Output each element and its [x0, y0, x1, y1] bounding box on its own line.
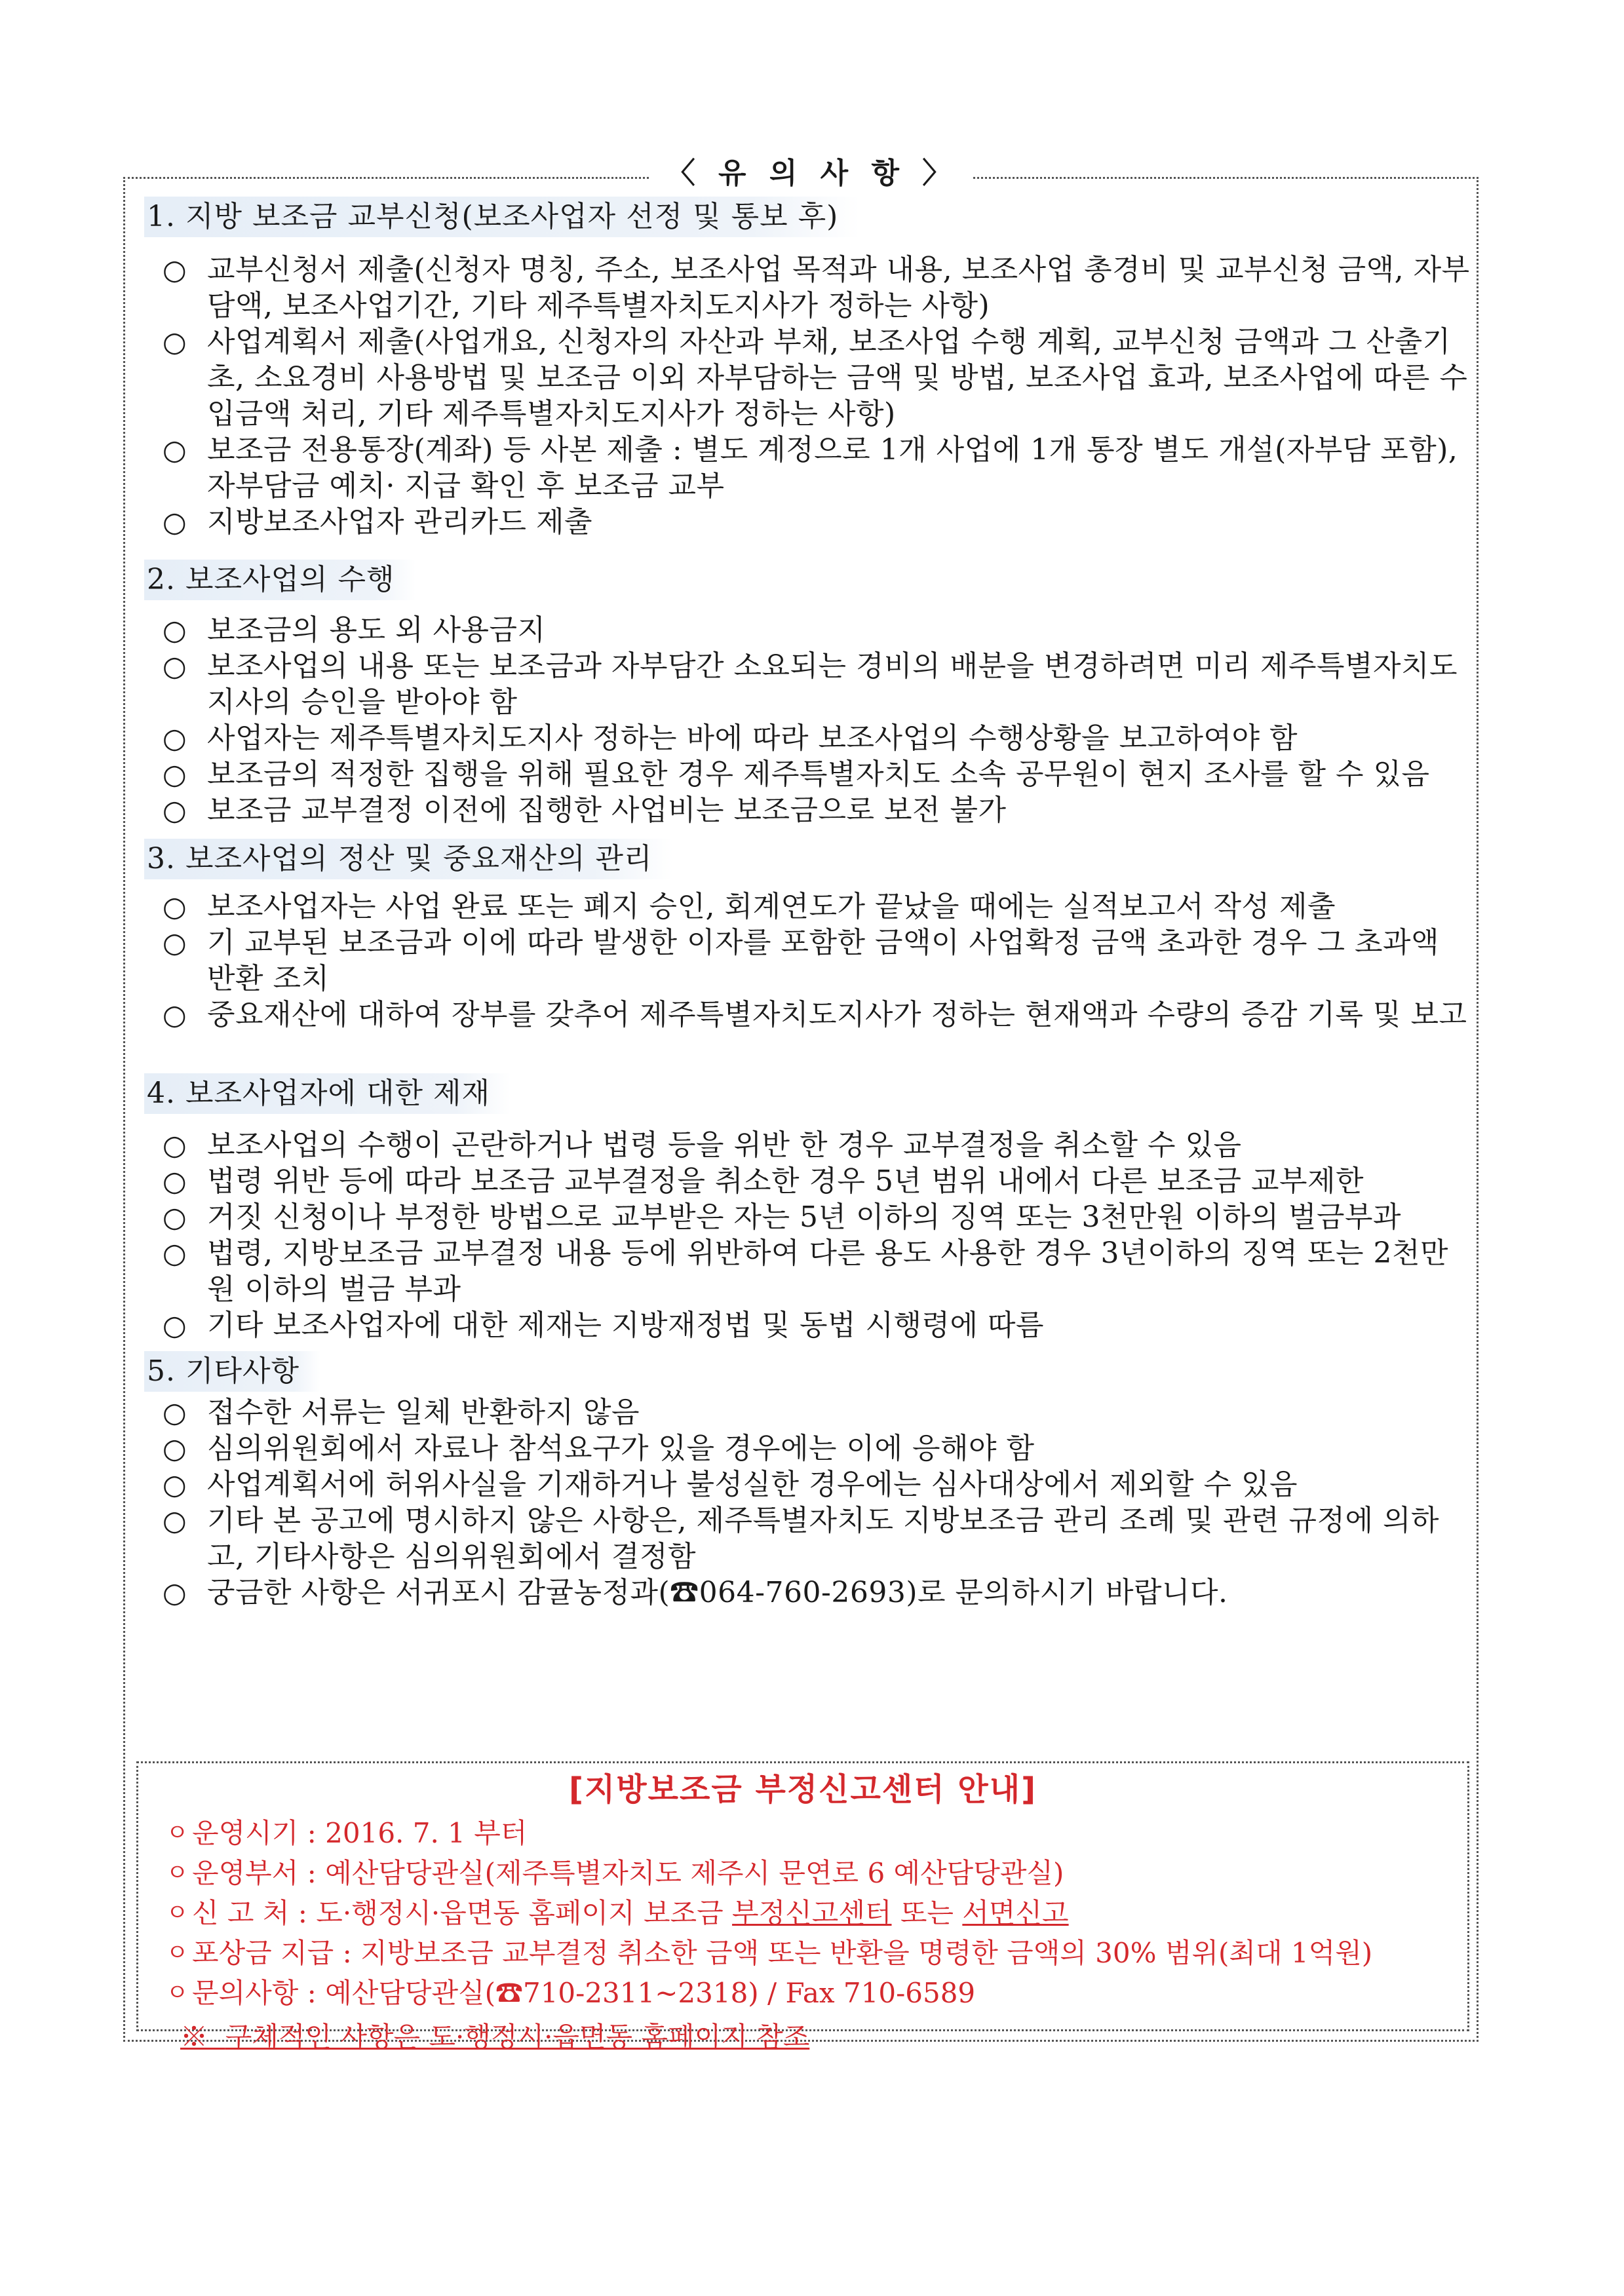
- circle-bullet-icon: ○: [163, 506, 187, 538]
- notice-list: [138, 1813, 1467, 2013]
- circle-bullet-icon: ○: [163, 758, 187, 790]
- section-heading: 1. 지방 보조금 교부신청(보조사업자 선정 및 통보 후): [144, 197, 859, 237]
- list-item: ○ 심의위원회에서 자료나 참석요구가 있을 경우에는 이에 응해야 함: [163, 1432, 1035, 1465]
- notice-item-inquiry: ㅇ 문의사항 : 예산담당관실(☎710-2311~2318) / Fax 710-6589: [138, 1973, 1467, 2013]
- small-circle-bullet-icon: ㅇ: [166, 1820, 189, 1846]
- circle-bullet-icon: ○: [163, 1396, 187, 1428]
- list-item: ○ 거짓 신청이나 부정한 방법으로 교부받은 자는 5년 이하의 징역 또는 3천만원 이하의 벌금부과: [163, 1200, 1401, 1234]
- fraud-report-center-box: [136, 1761, 1469, 2053]
- section-settlement: [144, 839, 1475, 1033]
- circle-bullet-icon: ○: [163, 1165, 187, 1197]
- section-miscellaneous: [144, 1351, 1475, 1611]
- list-item: ○ 보조사업의 내용 또는 보조금과 자부담간 소요되는 경비의 배분을 변경하려면 미리 제주특별자치도지사의 승인을 받아야 함: [163, 649, 1458, 719]
- section-sanctions: [144, 1073, 1475, 1343]
- list-item: ○ 사업계획서에 허위사실을 기재하거나 불성실한 경우에는 심사대상에서 제외할 수 있음: [163, 1468, 1298, 1501]
- reference-mark-icon: ※: [180, 2021, 208, 2053]
- section-items: [144, 612, 1475, 828]
- list-item: ○ 교부신청서 제출(신청자 명칭, 주소, 보조사업 목적과 내용, 보조사업 총경비 및 교부신청 금액, 자부담액, 보조사업기간, 기타 제주특별자치도지사가 정하는 사항): [163, 253, 1470, 322]
- list-item: ○ 궁금한 사항은 서귀포시 감귤농정과(☎064-760-2693)로 문의하시기 바랍니다.: [163, 1576, 1228, 1609]
- notice-item-department: ㅇ 운영부서 : 예산담당관실(제주특별자치도 제주시 문연로 6 예산담당관실): [138, 1853, 1467, 1893]
- list-item: ○ 기 교부된 보조금과 이에 따라 발생한 이자를 포함한 금액이 사업확정 금액 초과한 경우 그 초과액 반환 조치: [163, 926, 1439, 995]
- section-execution: [144, 560, 1475, 828]
- list-item: ○ 보조금 교부결정 이전에 집행한 사업비는 보조금으로 보전 불가: [163, 794, 1007, 827]
- list-item: ○ 보조금 전용통장(계좌) 등 사본 제출 : 별도 계정으로 1개 사업에 1개 통장 별도 개설(자부담 포함), 자부담금 예치· 지급 확인 후 보조금 교부: [163, 433, 1458, 503]
- circle-bullet-icon: ○: [163, 1201, 187, 1233]
- section-application: [144, 197, 1475, 540]
- list-item: ○ 사업계획서 제출(사업개요, 신청자의 자산과 부채, 보조사업 수행 계획, 교부신청 금액과 그 산출기초, 소요경비 사용방법 및 보조금 이외 자부담하는 금액 및 방법, 보조사업 효과, 보조사업에 따른 수입금액 처리, 기타 제주특별자치도지사가 정하는 사항): [163, 325, 1468, 430]
- circle-bullet-icon: ○: [163, 254, 187, 286]
- small-circle-bullet-icon: ㅇ: [166, 1900, 189, 1926]
- list-item: ○ 법령 위반 등에 따라 보조금 교부결정을 취소한 경우 5년 범위 내에서 다른 보조금 교부제한: [163, 1164, 1364, 1198]
- circle-bullet-icon: ○: [163, 614, 187, 646]
- section-items: [144, 1127, 1475, 1343]
- circle-bullet-icon: ○: [163, 999, 187, 1031]
- circle-bullet-icon: ○: [163, 1432, 187, 1464]
- circle-bullet-icon: ○: [163, 1129, 187, 1161]
- notice-item-reward: ㅇ 포상금 지급 : 지방보조금 교부결정 취소한 금액 또는 반환을 명령한 금액의 30% 범위(최대 1억원): [138, 1933, 1467, 1973]
- circle-bullet-icon: ○: [163, 1577, 187, 1609]
- list-item: ○ 중요재산에 대하여 장부를 갖추어 제주특별자치도지사가 정하는 현재액과 수량의 증감 기록 및 보고: [163, 998, 1467, 1031]
- circle-bullet-icon: ○: [163, 927, 187, 959]
- fraud-report-link[interactable]: 부정신고센터: [732, 1897, 892, 1929]
- section-heading: 2. 보조사업의 수행: [144, 560, 416, 600]
- circle-bullet-icon: ○: [163, 434, 187, 466]
- section-heading: 4. 보조사업자에 대한 제재: [144, 1073, 511, 1114]
- circle-bullet-icon: ○: [163, 1504, 187, 1537]
- small-circle-bullet-icon: ㅇ: [166, 1980, 189, 2006]
- circle-bullet-icon: ○: [163, 326, 187, 358]
- notice-item-report-channel: ㅇ 신 고 처 : 도·행정시·읍면동 홈페이지 보조금 부정신고센터 또는 서면신고: [138, 1893, 1467, 1933]
- content-area: [144, 197, 1475, 1611]
- list-item: ○ 보조사업자는 사업 완료 또는 폐지 승인, 회계연도가 끝났을 때에는 실적보고서 작성 제출: [163, 890, 1336, 923]
- section-items: [144, 252, 1475, 540]
- list-item: ○ 사업자는 제주특별자치도지사 정하는 바에 따라 보조사업의 수행상황을 보고하여야 함: [163, 721, 1298, 755]
- list-item: ○ 지방보조사업자 관리카드 제출: [163, 505, 593, 539]
- section-items: [144, 889, 1475, 1033]
- notice-item-period: ㅇ 운영시기 : 2016. 7. 1 부터: [138, 1813, 1467, 1853]
- written-report-link[interactable]: 서면신고: [962, 1897, 1069, 1929]
- circle-bullet-icon: ○: [163, 890, 187, 923]
- section-heading: 3. 보조사업의 정산 및 중요재산의 관리: [144, 839, 673, 879]
- section-items: [144, 1394, 1475, 1611]
- section-heading: 5. 기타사항: [144, 1351, 320, 1392]
- circle-bullet-icon: ○: [163, 1468, 187, 1501]
- circle-bullet-icon: ○: [163, 1237, 187, 1269]
- small-circle-bullet-icon: ㅇ: [166, 1860, 189, 1886]
- list-item: ○ 보조금의 적정한 집행을 위해 필요한 경우 제주특별자치도 소속 공무원이 현지 조사를 할 수 있음: [163, 757, 1430, 791]
- small-circle-bullet-icon: ㅇ: [166, 1940, 189, 1966]
- circle-bullet-icon: ○: [163, 794, 187, 826]
- notice-title: [지방보조금 부정신고센터 안내]: [568, 1771, 1037, 1808]
- circle-bullet-icon: ○: [163, 1309, 187, 1341]
- circle-bullet-icon: ○: [163, 650, 187, 682]
- list-item: ○ 접수한 서류는 일체 반환하지 않음: [163, 1396, 640, 1429]
- list-item: ○ 기타 보조사업자에 대한 제재는 지방재정법 및 동법 시행령에 따름: [163, 1309, 1044, 1342]
- list-item: ○ 보조금의 용도 외 사용금지: [163, 613, 546, 647]
- circle-bullet-icon: ○: [163, 722, 187, 754]
- list-item: ○ 기타 본 공고에 명시하지 않은 사항은, 제주특별자치도 지방보조금 관리 조례 및 관련 규정에 의하고, 기타사항은 심의위원회에서 결정함: [163, 1504, 1439, 1573]
- page-title: 〈 유 의 사 항 〉: [0, 149, 1624, 191]
- list-item: ○ 보조사업의 수행이 곤란하거나 법령 등을 위반 한 경우 교부결정을 취소할 수 있음: [163, 1128, 1242, 1162]
- list-item: ○ 법령, 지방보조금 교부결정 내용 등에 위반하여 다른 용도 사용한 경우 3년이하의 징역 또는 2천만원 이하의 벌금 부과: [163, 1236, 1448, 1306]
- notice-reference-note: ※ 구체적인 사항은 도·행정시·읍면동 홈페이지 참조: [180, 2021, 810, 2053]
